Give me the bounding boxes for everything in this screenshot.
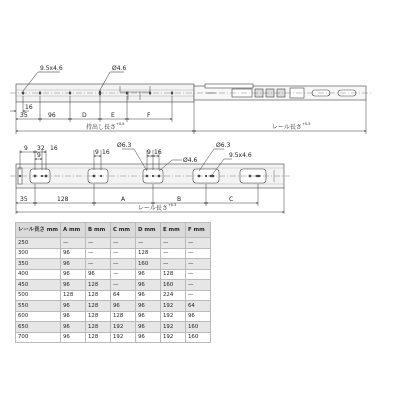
side-rail-length-tolerance: +0.5 (168, 203, 177, 207)
dimension-cell: 128 (85, 301, 110, 312)
rail-length-cell: 450 (16, 280, 61, 291)
dimension-cell: 192 (110, 322, 135, 333)
side-dim-9b: 9 (37, 152, 41, 159)
side-dim-9c: 9 (95, 149, 99, 156)
side-dim-9a: 9 (24, 145, 28, 152)
dimension-cell: 128 (85, 311, 110, 322)
dimension-cell: 96 (135, 280, 160, 291)
top-dim-D: D (82, 112, 87, 119)
dimension-cell: 128 (110, 311, 135, 322)
dimension-cell: 128 (135, 248, 160, 259)
top-dim-35: 35 (20, 112, 28, 119)
dimension-cell: 160 (135, 259, 160, 270)
rail-length-cell: 500 (16, 290, 61, 301)
dimension-cell: 96 (60, 248, 85, 259)
dimension-cell: — (185, 290, 210, 301)
side-view (10, 164, 290, 188)
rail-length-cell: 700 (16, 332, 61, 343)
dimension-cell: 160 (185, 322, 210, 333)
header-rail-length: レール長さ mm (16, 223, 61, 238)
dimension-cell: 128 (160, 269, 185, 280)
dimension-cell: 192 (110, 332, 135, 343)
table-row (16, 332, 211, 343)
table-row (16, 280, 211, 291)
dimension-cell: — (160, 259, 185, 270)
dimension-cell: — (110, 248, 135, 259)
table-row (16, 322, 211, 333)
dimension-cell: 128 (85, 280, 110, 291)
top-dim-E: E (111, 112, 115, 119)
dimension-cell: 192 (160, 322, 185, 333)
dimension-cell: 96 (135, 311, 160, 322)
side-callout-slot: 9.5x4.6 (229, 152, 252, 159)
dimension-cell: 96 (85, 269, 110, 280)
dimension-cell: 160 (160, 280, 185, 291)
table-header-row (16, 223, 211, 238)
rail-length-cell: 650 (16, 322, 61, 333)
dimension-cell: — (185, 280, 210, 291)
dimension-cell: 96 (135, 332, 160, 343)
table-row (16, 238, 211, 249)
dimension-cell: — (110, 238, 135, 249)
side-dim-16a: 16 (50, 145, 58, 152)
dimension-cell: 128 (85, 290, 110, 301)
table-row (16, 290, 211, 301)
dimension-cell: — (85, 238, 110, 249)
dimension-cell: 96 (135, 269, 160, 280)
dimension-cell: 96 (60, 280, 85, 291)
top-rail-length-label: レール長さ (272, 124, 302, 131)
dimension-cell: 96 (110, 301, 135, 312)
dimension-cell: 128 (85, 322, 110, 333)
top-dim-F: F (147, 112, 151, 119)
side-dim-16b: 16 (102, 149, 110, 156)
header-f: F mm (185, 223, 210, 238)
side-callout-hole-a: Ø6.3 (117, 142, 132, 149)
dimension-cell: — (135, 238, 160, 249)
side-callout-hole-b: Ø4.6 (183, 157, 198, 164)
dimension-cell: 96 (185, 311, 210, 322)
side-dim-128: 128 (57, 196, 69, 203)
table-row (16, 269, 211, 280)
table-row (16, 311, 211, 322)
dimension-cell: 96 (60, 301, 85, 312)
side-dim-32: 32 (37, 145, 45, 152)
extension-length-label: 持出し長さ (86, 124, 117, 131)
dimension-cell: 96 (60, 322, 85, 333)
dimension-cell: 96 (135, 301, 160, 312)
top-callout-slot: 9.5x4.6 (40, 65, 63, 72)
side-dim-A: A (121, 196, 126, 203)
extension-length-tolerance: +0.5 (116, 122, 125, 126)
header-a: A mm (60, 223, 85, 238)
side-dim-9d: 9 (147, 149, 151, 156)
table-row (16, 248, 211, 259)
dimension-cell: — (185, 269, 210, 280)
dimension-cell: 64 (185, 301, 210, 312)
side-dim-16c: 16 (154, 149, 162, 156)
header-b: B mm (85, 223, 110, 238)
dimension-cell: 192 (160, 332, 185, 343)
dimension-cell: 96 (60, 332, 85, 343)
top-dim-96: 96 (48, 112, 56, 119)
dimension-cell: 128 (60, 290, 85, 301)
dimension-cell: 96 (60, 269, 85, 280)
dimension-cell: 96 (135, 322, 160, 333)
dimension-cell: — (110, 269, 135, 280)
dimension-cell: — (160, 238, 185, 249)
dimension-cell: — (85, 248, 110, 259)
top-callout-hole: Ø4.6 (112, 65, 127, 72)
header-d: D mm (135, 223, 160, 238)
dimension-cell: 224 (160, 290, 185, 301)
dimension-cell: 160 (185, 332, 210, 343)
dimension-cell: 128 (85, 332, 110, 343)
dimension-cell: — (185, 259, 210, 270)
header-e: E mm (160, 223, 185, 238)
dimension-cell: 192 (160, 301, 185, 312)
dimension-cell: — (60, 238, 85, 249)
dimension-cell: — (160, 248, 185, 259)
table-row (16, 301, 211, 312)
dimension-cell: — (85, 259, 110, 270)
rail-length-cell: 250 (16, 238, 61, 249)
side-dim-35: 35 (20, 196, 28, 203)
top-view (10, 84, 372, 102)
dimension-cell: — (185, 238, 210, 249)
top-rail-length-tolerance: +0.5 (302, 122, 311, 126)
dimension-cell: 96 (60, 259, 85, 270)
dimension-cell: 96 (60, 311, 85, 322)
table-row (16, 259, 211, 270)
dimension-cell: — (110, 259, 135, 270)
dimension-cell: 64 (110, 290, 135, 301)
rail-length-cell: 550 (16, 301, 61, 312)
rail-length-cell: 400 (16, 269, 61, 280)
rail-length-cell: 300 (16, 248, 61, 259)
top-dim-16: 16 (25, 104, 33, 111)
side-rail-length-label: レール長さ (138, 205, 168, 212)
rail-length-cell: 600 (16, 311, 61, 322)
side-callout-hole-c: Ø6.3 (216, 142, 231, 149)
side-dim-C: C (229, 196, 234, 203)
dimension-table (15, 222, 211, 343)
header-c: C mm (110, 223, 135, 238)
side-dim-B: B (177, 196, 182, 203)
dimension-cell: 192 (160, 311, 185, 322)
dimension-cell: — (110, 280, 135, 291)
rail-length-cell: 350 (16, 259, 61, 270)
dimension-cell: 96 (135, 290, 160, 301)
dimension-cell: — (185, 248, 210, 259)
